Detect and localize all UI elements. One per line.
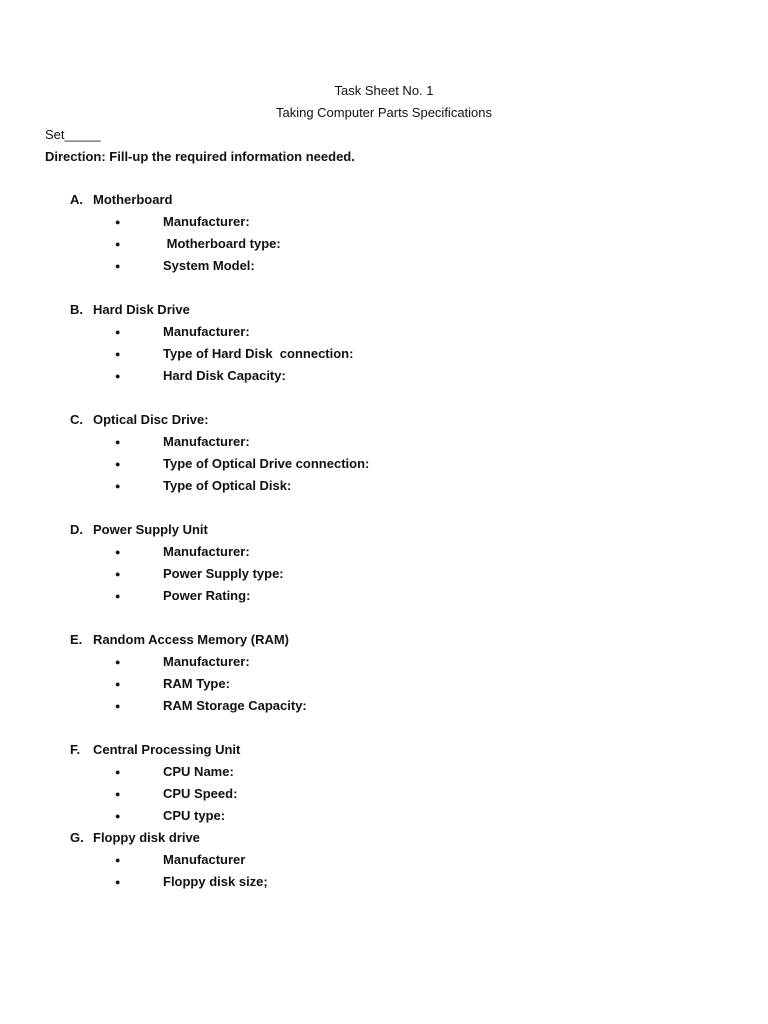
list-item-label: Type of Hard Disk connection: [163, 346, 354, 361]
bullet-list [70, 764, 710, 830]
bullet-icon: ● [115, 877, 121, 887]
section-heading [70, 632, 710, 654]
list-item-label: Floppy disk size; [163, 874, 268, 889]
section-g [70, 830, 710, 896]
list-item [70, 786, 710, 808]
set-label: Set_____ [45, 127, 101, 142]
section-letter: A. [70, 192, 83, 207]
section-heading [70, 412, 710, 434]
list-item [70, 456, 710, 478]
list-item [70, 324, 710, 346]
section-heading-text: Power Supply Unit [93, 522, 208, 537]
bullet-list [70, 324, 710, 390]
list-item [70, 698, 710, 720]
page-title: Task Sheet No. 1 [334, 83, 434, 98]
list-item [70, 808, 710, 830]
list-item [70, 566, 710, 588]
list-item [70, 346, 710, 368]
page-subtitle: Taking Computer Parts Specifications [275, 105, 493, 120]
section-heading-text: Floppy disk drive [93, 830, 200, 845]
list-item [70, 214, 710, 236]
bullet-icon: ● [115, 811, 121, 821]
list-item [70, 874, 710, 896]
bullet-list [70, 434, 710, 500]
section-heading [70, 522, 710, 544]
list-item-label: Manufacturer: [163, 654, 250, 669]
list-item-label: Hard Disk Capacity: [163, 368, 286, 383]
list-item-label: RAM Storage Capacity: [163, 698, 307, 713]
direction-text: Direction: Fill-up the required information needed. [45, 149, 355, 164]
section-letter: F. [70, 742, 81, 757]
list-item-label: Power Rating: [163, 588, 251, 603]
section-d [70, 522, 710, 610]
bullet-icon: ● [115, 701, 121, 711]
list-item-label: Motherboard type: [163, 236, 281, 251]
list-item-label: Manufacturer [163, 852, 246, 867]
list-item [70, 544, 710, 566]
list-item-label: CPU Name: [163, 764, 234, 779]
list-item [70, 676, 710, 698]
list-item-label: Manufacturer: [163, 434, 250, 449]
section-letter: B. [70, 302, 83, 317]
bullet-list [70, 654, 710, 720]
bullet-icon: ● [115, 767, 121, 777]
list-item-label: Type of Optical Disk: [163, 478, 292, 493]
section-heading [70, 192, 710, 214]
bullet-icon: ● [115, 855, 121, 865]
list-item-label: CPU Speed: [163, 786, 238, 801]
section-e [70, 632, 710, 720]
bullet-icon: ● [115, 371, 121, 381]
bullet-icon: ● [115, 239, 121, 249]
list-item-label: Type of Optical Drive connection: [163, 456, 370, 471]
list-item [70, 236, 710, 258]
section-heading-text: Central Processing Unit [93, 742, 241, 757]
section-heading [70, 742, 710, 764]
section-a [70, 192, 710, 280]
bullet-icon: ● [115, 437, 121, 447]
bullet-icon: ● [115, 327, 121, 337]
bullet-icon: ● [115, 459, 121, 469]
list-item [70, 368, 710, 390]
section-letter: D. [70, 522, 83, 537]
list-item [70, 258, 710, 280]
bullet-list [70, 544, 710, 610]
bullet-icon: ● [115, 569, 121, 579]
list-item-label: RAM Type: [163, 676, 230, 691]
bullet-icon: ● [115, 547, 121, 557]
list-item-label: Manufacturer: [163, 544, 250, 559]
section-letter: C. [70, 412, 83, 427]
list-item-label: Power Supply type: [163, 566, 284, 581]
list-item-label: Manufacturer: [163, 324, 250, 339]
list-item [70, 654, 710, 676]
list-item [70, 478, 710, 500]
section-b [70, 302, 710, 390]
bullet-icon: ● [115, 217, 121, 227]
list-item-label: System Model: [163, 258, 255, 273]
section-heading [70, 302, 710, 324]
sections-list [70, 192, 710, 896]
list-item [70, 764, 710, 786]
section-heading-text: Motherboard [93, 192, 173, 207]
bullet-icon: ● [115, 481, 121, 491]
bullet-icon: ● [115, 679, 121, 689]
bullet-list [70, 852, 710, 896]
list-item-label: CPU type: [163, 808, 226, 823]
bullet-icon: ● [115, 789, 121, 799]
bullet-icon: ● [115, 261, 121, 271]
bullet-icon: ● [115, 349, 121, 359]
list-item [70, 852, 710, 874]
section-heading [70, 830, 710, 852]
section-f [70, 742, 710, 830]
section-c [70, 412, 710, 500]
list-item-label: Manufacturer: [163, 214, 250, 229]
section-letter: G. [70, 830, 84, 845]
list-item [70, 434, 710, 456]
section-letter: E. [70, 632, 83, 647]
section-heading-text: Hard Disk Drive [93, 302, 190, 317]
bullet-icon: ● [115, 657, 121, 667]
bullet-list [70, 214, 710, 280]
bullet-icon: ● [115, 591, 121, 601]
list-item [70, 588, 710, 610]
section-heading-text: Random Access Memory (RAM) [93, 632, 290, 647]
section-heading-text: Optical Disc Drive: [93, 412, 209, 427]
